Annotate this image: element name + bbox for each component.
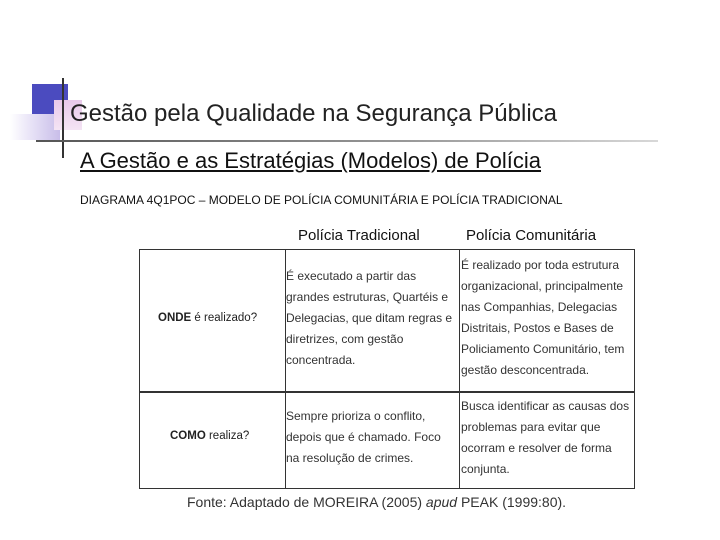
cell-line: grandes estruturas, Quartéis e — [286, 290, 449, 304]
cell-line: na resolução de crimes. — [286, 451, 414, 465]
diagram-label: DIAGRAMA 4Q1POC – MODELO DE POLÍCIA COMUNITÁRIA E POLÍCIA TRADICIONAL — [80, 193, 563, 207]
cell-onde-comunitaria — [461, 255, 633, 381]
cell-onde-tradicional — [286, 266, 452, 371]
decorative-vertical-line — [62, 78, 64, 158]
cell-como-comunitaria — [461, 396, 633, 480]
cell-line: Sempre prioriza o conflito, — [286, 409, 426, 423]
row-label-text: é realizado? — [191, 312, 258, 324]
row-label-keyword: ONDE — [158, 312, 192, 324]
row-label-text: realiza? — [205, 430, 250, 442]
cell-line: concentrada. — [286, 353, 356, 367]
cell-line: organizacional, principalmente — [461, 279, 624, 293]
cell-line: Busca identificar as causas dos — [461, 399, 630, 413]
cell-line: Distritais, Postos e Bases de — [461, 321, 614, 335]
cell-line: É realizado por toda estrutura — [461, 258, 620, 272]
cell-line: gestão desconcentrada. — [461, 363, 590, 377]
table-row-divider — [140, 391, 634, 393]
slide-subtitle: A Gestão e as Estratégias (Modelos) de Polícia — [80, 148, 542, 173]
cell-line: Policiamento Comunitário, tem — [461, 342, 625, 356]
table-divider — [459, 250, 460, 488]
cell-line: ocorram e resolver de forma — [461, 441, 612, 455]
source-citation — [187, 494, 566, 510]
column-header-tradicional: Polícia Tradicional — [298, 227, 420, 244]
cell-line: conjunta. — [461, 462, 510, 476]
source-italic: apud — [425, 494, 458, 510]
source-text: Fonte: Adaptado de MOREIRA (2005) — [187, 494, 426, 510]
column-header-comunitaria: Polícia Comunitária — [466, 227, 597, 244]
row-label-keyword: COMO — [170, 430, 206, 442]
cell-line: nas Companhias, Delegacias — [461, 300, 618, 314]
cell-line: É executado a partir das — [286, 269, 417, 283]
row-label-onde — [158, 312, 257, 324]
slide-title: Gestão pela Qualidade na Segurança Pública — [70, 100, 558, 127]
cell-line: depois que é chamado. Foco — [286, 430, 441, 444]
source-text-end: PEAK (1999:80). — [457, 494, 567, 510]
title-underline-rule — [36, 140, 658, 142]
row-label-como — [170, 430, 249, 442]
cell-como-tradicional — [286, 406, 452, 469]
cell-line: problemas para evitar que — [461, 420, 601, 434]
cell-line: Delegacias, que ditam regras e — [286, 311, 452, 325]
cell-line: diretrizes, com gestão — [286, 332, 404, 346]
decorative-square-lilac — [10, 114, 60, 140]
